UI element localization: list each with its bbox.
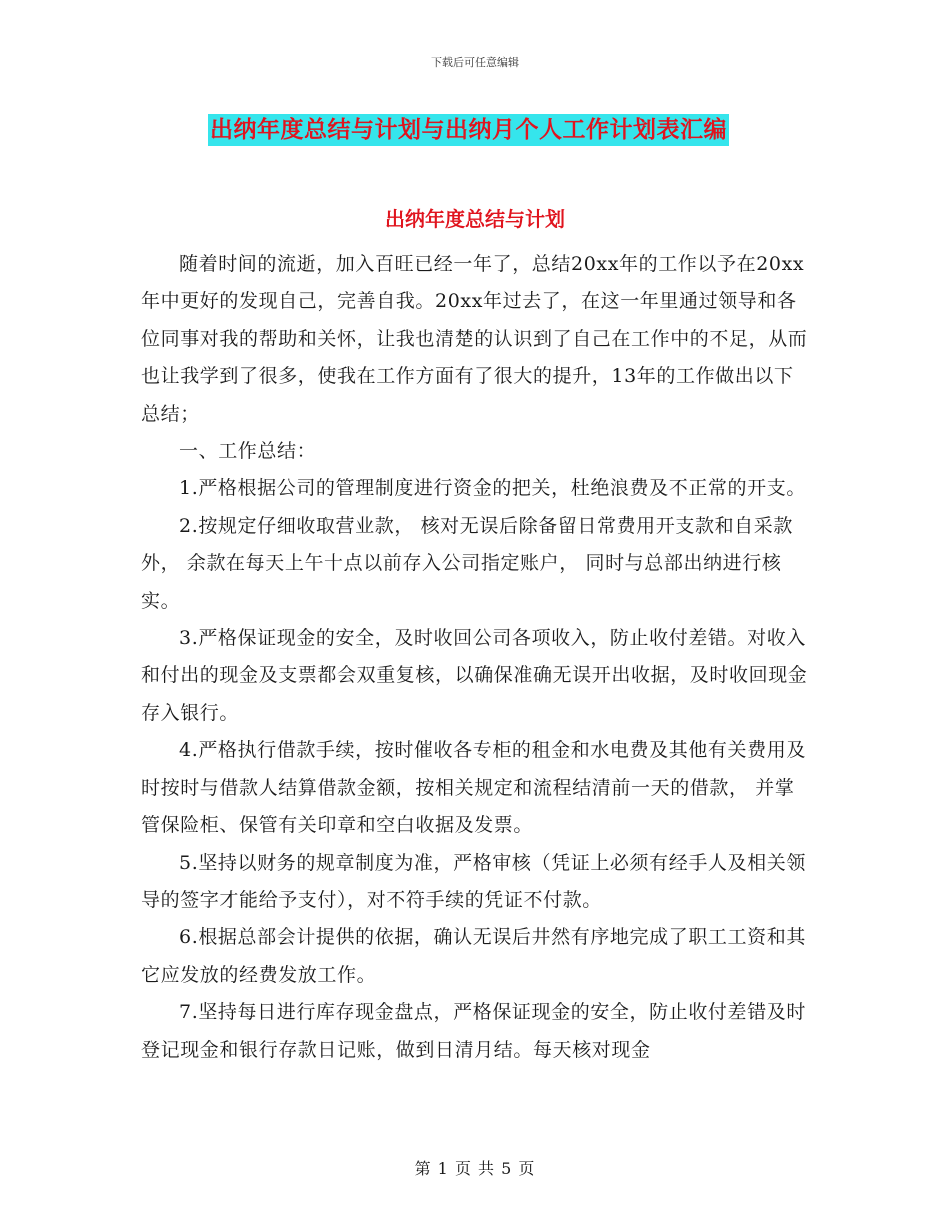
paragraph-item-1: 1.严格根据公司的管理制度进行资金的把关，杜绝浪费及不正常的开支。 [179, 477, 806, 500]
paragraph-item-2: 2.按规定仔细收取营业款， 核对无误后除备留日常费用开支款和自采款外， 余款在每天上午十点以前存入公司指定账户， 同时与总部出纳进行核实。 [141, 514, 793, 612]
paragraph-item-5: 5.坚持以财务的规章制度为准，严格审核（凭证上必须有经手人及相关领导的签字才能给予支付），对不符手续的凭证不付款。 [141, 851, 806, 911]
paragraph-item-4: 4.严格执行借款手续，按时催收各专柜的租金和水电费及其他有关费用及时按时与借款人结算借款金额，按相关规定和流程结清前一天的借款， 并掌管保险柜、保管有关印章和空白收据及发票。 [141, 739, 806, 837]
header-note: 下载后可任意编辑 [431, 56, 519, 69]
paragraph-item-7: 7.坚持每日进行库存现金盘点，严格保证现金的安全，防止收付差错及时登记现金和银行存款日记账，做到日清月结。每天核对现金 [141, 1001, 806, 1061]
document-body [141, 246, 809, 1069]
page-number: 第 1 页 共 5 页 [414, 1159, 536, 1178]
section-title: 出纳年度总结与计划 [385, 207, 565, 231]
paragraph-heading: 一、工作总结： [179, 440, 317, 463]
paragraph-item-6: 6.根据总部会计提供的依据，确认无误后井然有序地完成了职工工资和其它应发放的经费发放工作。 [141, 926, 806, 986]
paragraph-intro: 随着时间的流逝，加入百旺已经一年了，总结20xx年的工作以予在20xx年中更好的发现自己，完善自我。20xx年过去了，在这一年里通过领导和各位同事对我的帮助和关怀，让我也清楚的认识到了自己在工作中的不足，从而也让我学到了很多，使我在工作方面有了很大的提升，13年的工作做出以下总结； [141, 253, 808, 425]
document-title: 出纳年度总结与计划与出纳月个人工作计划表汇编 [208, 114, 729, 146]
paragraph-item-3: 3.严格保证现金的安全，及时收回公司各项收入，防止收付差错。对收入和付出的现金及支票都会双重复核，以确保准确无误开出收据，及时收回现金存入银行。 [141, 627, 808, 724]
